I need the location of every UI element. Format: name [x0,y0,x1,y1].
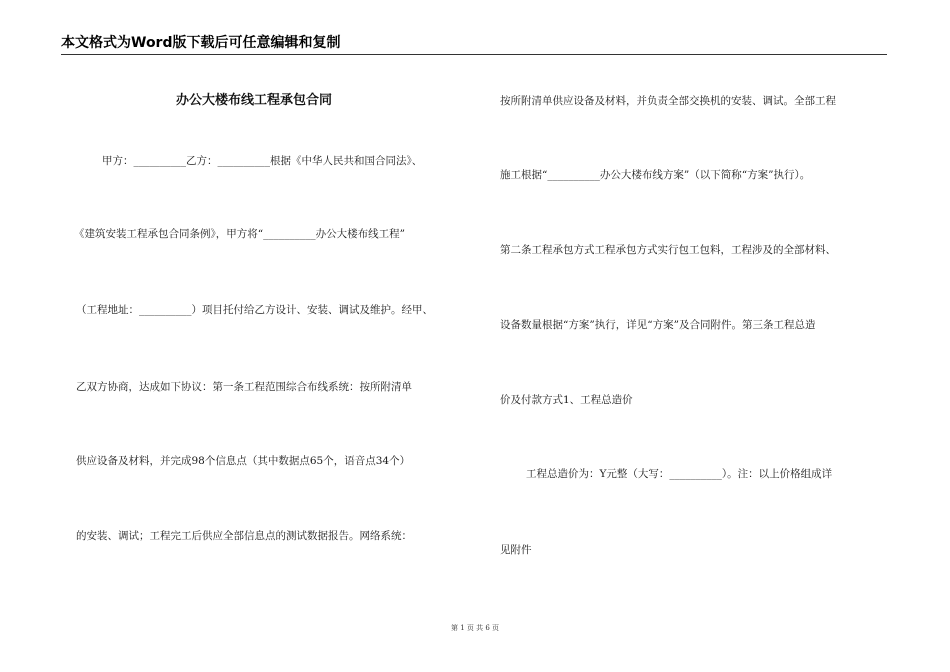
header-title: 本文格式为Word版下载后可任意编辑和复制 [61,35,341,51]
left-line-2: 《建筑安装工程承包合同条例》，甲方将“__________办公大楼布线工程” [74,228,405,240]
right-line-3: 第二条工程承包方式工程承包方式实行包工包料，工程涉及的全部材料、 [500,244,836,256]
document-title: 办公大楼布线工程承包合同 [176,93,333,108]
right-line-2: 施工根据“__________办公大楼布线方案”（以下简称“方案”执行）。 [500,169,811,181]
left-line-4: 乙双方协商，达成如下协议：第一条工程范围综合布线系统：按所附清单 [76,381,412,393]
left-line-6: 的安装、调试；工程完工后供应全部信息点的测试数据报告。网络系统： [76,530,412,542]
right-line-6: 工程总造价为：Y元整（大写：__________）。注：以上价格组成详 [526,468,833,480]
left-line-5: 供应设备及材料，并完成98个信息点（其中数据点65个，语音点34个） [76,455,411,467]
right-line-7: 见附件 [500,544,532,556]
page-number: 第 1 页 共 6 页 [450,624,500,632]
right-line-4: 设备数量根据“方案”执行，详见“方案”及合同附件。第三条工程总造 [500,319,816,331]
left-line-3: （工程地址：__________）项目托付给乙方设计、安装、调试及维护。经甲、 [76,304,433,316]
page-header [61,34,887,55]
left-line-1: 甲方：__________乙方：__________根据《中华人民共和国合同法》、 [102,155,423,167]
right-line-1: 按所附清单供应设备及材料，并负责全部交换机的安装、调试。全部工程 [500,95,836,107]
right-line-5: 价及付款方式1、工程总造价 [500,394,633,406]
